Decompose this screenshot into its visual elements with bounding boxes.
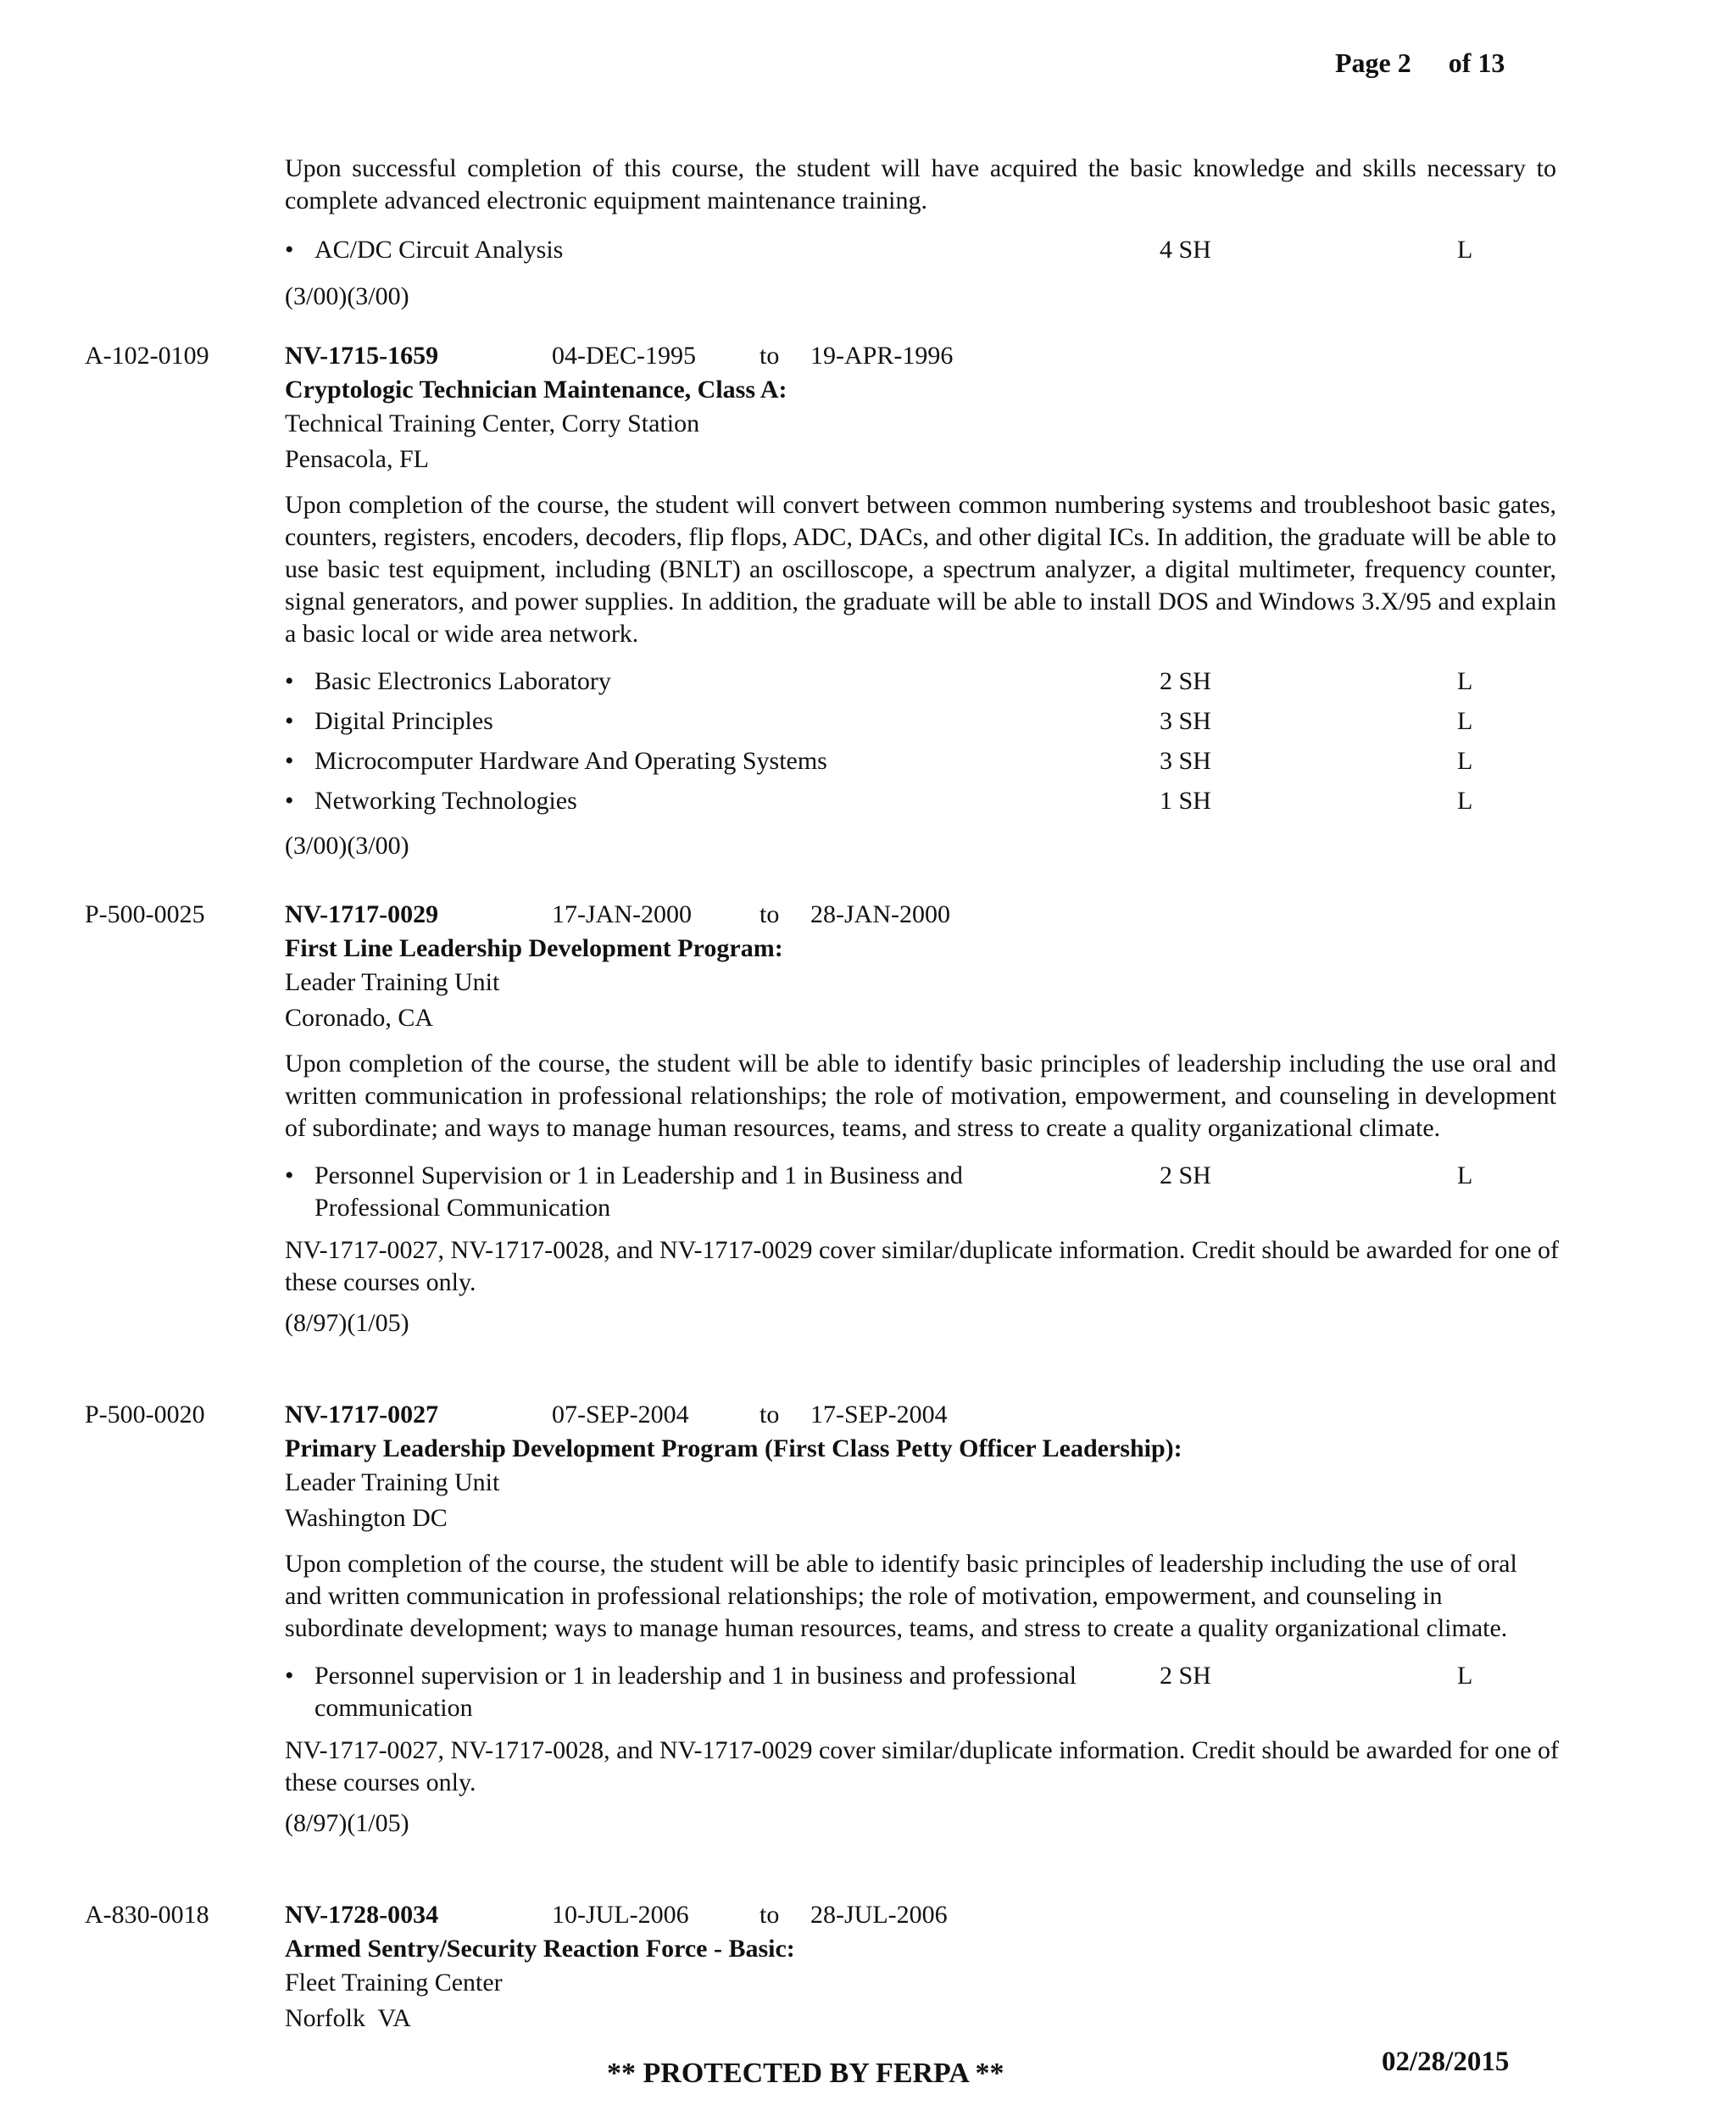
start-date: 04-DEC-1995	[552, 342, 696, 370]
ace-id: A-102-0109	[85, 342, 209, 370]
course-location: Fleet Training Center	[285, 1969, 503, 1997]
bullet-icon: •	[285, 787, 294, 815]
credit-name: AC/DC Circuit Analysis	[314, 236, 564, 264]
credit-level: L	[1457, 707, 1473, 735]
page-label: Page 2	[1335, 47, 1411, 78]
credit-level: L	[1457, 667, 1473, 695]
evaluation-dates: (3/00)(3/00)	[285, 832, 409, 860]
ace-id: P-500-0020	[85, 1401, 205, 1429]
start-date: 17-JAN-2000	[552, 900, 692, 928]
course-city: Pensacola, FL	[285, 445, 429, 473]
course-location: Technical Training Center, Corry Station	[285, 409, 700, 437]
credit-row	[285, 745, 1616, 785]
bullet-icon: •	[285, 236, 294, 264]
credit-level: L	[1457, 236, 1473, 264]
course-description: Upon completion of the course, the student will be able to identify basic principles of leadership including the use oral and written communication in professional relationships; the role of motivation, empowerment, and counseling in development of subordinate; and ways to manage human resources, teams, and stress to create a quality organizational climate.	[285, 1050, 1556, 1142]
credit-name: Microcomputer Hardware And Operating Systems	[314, 747, 827, 775]
bullet-icon: •	[285, 667, 294, 695]
credit-row	[285, 785, 1616, 825]
course-title: Cryptologic Technician Maintenance, Class A:	[285, 376, 787, 404]
credit-name: Basic Electronics Laboratory	[314, 667, 611, 695]
start-date: 07-SEP-2004	[552, 1401, 689, 1429]
evaluation-dates: (8/97)(1/05)	[285, 1309, 409, 1337]
course-location: Leader Training Unit	[285, 968, 500, 996]
end-date: 28-JUL-2006	[810, 1901, 948, 1929]
evaluation-dates: (8/97)(1/05)	[285, 1809, 409, 1837]
credit-row	[285, 234, 1616, 274]
to-label: to	[760, 1401, 780, 1429]
credit-name: Networking Technologies	[314, 787, 577, 815]
page-number	[1335, 47, 1505, 79]
credit-hours: 3 SH	[1160, 707, 1211, 735]
credit-row	[285, 705, 1616, 745]
to-label: to	[760, 342, 780, 370]
course-header	[285, 1899, 1616, 1933]
credit-level: L	[1457, 1161, 1473, 1189]
page-total-label: of 13	[1448, 47, 1505, 78]
start-date: 10-JUL-2006	[552, 1901, 689, 1929]
print-date: 02/28/2015	[1382, 2047, 1510, 2077]
credit-hours: 4 SH	[1160, 236, 1211, 264]
credit-hours: 1 SH	[1160, 787, 1211, 815]
course-header	[285, 899, 1616, 933]
course-city: Washington DC	[285, 1504, 448, 1532]
bullet-icon: •	[285, 747, 294, 775]
course-number: NV-1715-1659	[285, 342, 439, 370]
bullet-icon: •	[285, 1161, 294, 1189]
credit-hours: 2 SH	[1160, 1161, 1211, 1189]
course-title: Armed Sentry/Security Reaction Force - Basic:	[285, 1935, 795, 1963]
credit-list	[285, 666, 1616, 825]
credit-row	[285, 666, 1616, 705]
course-header	[285, 340, 1616, 374]
to-label: to	[760, 1901, 780, 1929]
course-note: NV-1717-0027, NV-1717-0028, and NV-1717-0029 cover similar/duplicate information. Credit should be awarded for one of these courses only.	[285, 1736, 1560, 1796]
course-description: Upon completion of the course, the student will be able to identify basic principles of leadership including the use of oral and written communication in professional relationships; the role of motivation, empowerment, and counseling in subordinate development; ways to manage human resources, teams, and stress to create a quality organizational climate.	[285, 1550, 1517, 1642]
end-date: 19-APR-1996	[810, 342, 954, 370]
end-date: 17-SEP-2004	[810, 1401, 948, 1429]
credit-row	[285, 1160, 1616, 1224]
course-number: NV-1717-0029	[285, 900, 439, 928]
credit-name: Personnel supervision or 1 in leadership and 1 in business and professional communication	[314, 1662, 1077, 1722]
to-label: to	[760, 900, 780, 928]
credit-name: Digital Principles	[314, 707, 493, 735]
course-number: NV-1728-0034	[285, 1901, 439, 1929]
course-title: First Line Leadership Development Program:	[285, 934, 783, 962]
credit-hours: 2 SH	[1160, 1662, 1211, 1690]
bullet-icon: •	[285, 707, 294, 735]
credit-level: L	[1457, 787, 1473, 815]
course-note: NV-1717-0027, NV-1717-0028, and NV-1717-0029 cover similar/duplicate information. Credit should be awarded for one of these courses only.	[285, 1236, 1560, 1296]
ace-id: P-500-0025	[85, 900, 205, 928]
end-date: 28-JAN-2000	[810, 900, 950, 928]
bullet-icon: •	[285, 1662, 294, 1690]
credit-level: L	[1457, 747, 1473, 775]
intro-description: Upon successful completion of this course, the student will have acquired the basic knowledge and skills necessary to complete advanced electronic equipment maintenance training.	[285, 154, 1556, 214]
ferpa-notice: ** PROTECTED BY FERPA **	[607, 2058, 1004, 2089]
credit-hours: 3 SH	[1160, 747, 1211, 775]
course-city: Norfolk VA	[285, 2004, 411, 2032]
course-number: NV-1717-0027	[285, 1401, 439, 1429]
credit-hours: 2 SH	[1160, 667, 1211, 695]
course-title: Primary Leadership Development Program (First Class Petty Officer Leadership):	[285, 1434, 1182, 1462]
evaluation-dates: (3/00)(3/00)	[285, 282, 409, 310]
credit-name: Personnel Supervision or 1 in Leadership and 1 in Business and Professional Communication	[314, 1161, 963, 1222]
credit-level: L	[1457, 1662, 1473, 1690]
course-location: Leader Training Unit	[285, 1468, 500, 1496]
credit-row	[285, 1660, 1616, 1724]
ace-id: A-830-0018	[85, 1901, 209, 1929]
course-city: Coronado, CA	[285, 1004, 433, 1032]
course-header	[285, 1399, 1616, 1433]
course-description: Upon completion of the course, the student will convert between common numbering systems and troubleshoot basic gates, counters, registers, encoders, decoders, flip flops, ADC, DACs, and other digital ICs. In addition, the graduate will be able to use basic test equipment, including (BNLT) an oscilloscope, a spectrum analyzer, a digital multimeter, frequency counter, signal generators, and power supplies. In addition, the graduate will be able to install DOS and Windows 3.X/95 and explain a basic local or wide area network.	[285, 491, 1556, 648]
